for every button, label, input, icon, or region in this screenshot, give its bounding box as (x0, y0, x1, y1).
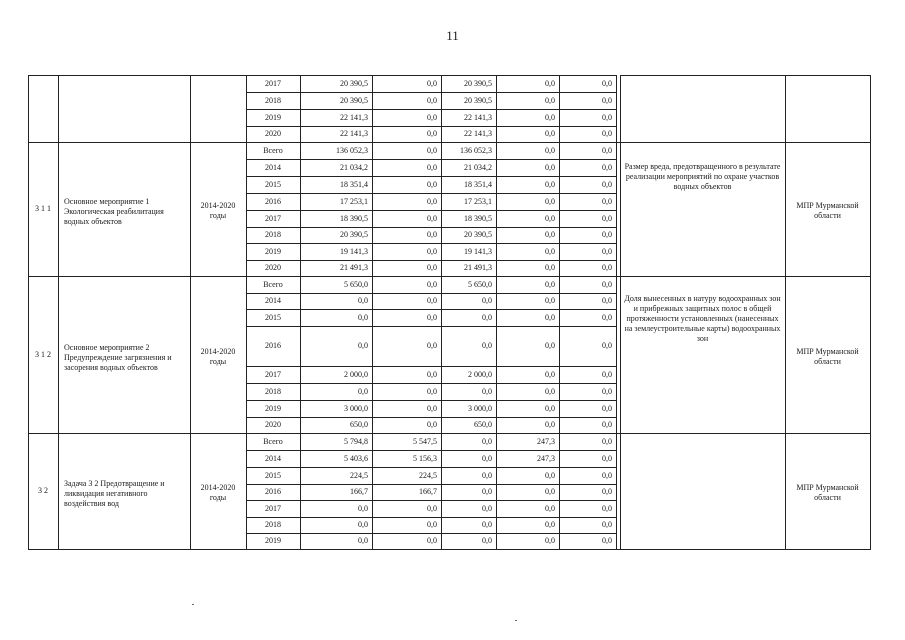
cell-other: 0,0 (602, 113, 612, 122)
cell-municipal: 0,0 (545, 370, 555, 379)
rule-v (785, 75, 786, 550)
rule-v (870, 75, 871, 550)
cell-regional: 22 141,3 (464, 113, 492, 122)
rule-v (441, 75, 442, 550)
cell-total: 0,0 (358, 520, 368, 529)
cell-regional: 17 253,1 (464, 197, 492, 206)
cell-regional: 20 390,5 (464, 96, 492, 105)
cell-federal: 0,0 (427, 536, 437, 545)
cell-other: 0,0 (602, 370, 612, 379)
cell-federal: 0,0 (427, 520, 437, 529)
rule-v (28, 75, 29, 550)
row-year: 2017 (265, 214, 281, 223)
cell-total: 2 000,0 (344, 370, 368, 379)
cell-federal: 0,0 (427, 370, 437, 379)
cell-municipal: 247,3 (537, 454, 555, 463)
rule-h (246, 517, 617, 518)
item-name: Основное мероприятие 2 Предупреждение загрязнения и засорения водных объектов (64, 342, 172, 372)
item-period: 2014-2020 годы (200, 201, 236, 220)
rule-h (246, 366, 617, 367)
cell-municipal: 0,0 (545, 197, 555, 206)
cell-regional: 0,0 (482, 387, 492, 396)
row-year: 2018 (265, 96, 281, 105)
rule-v (372, 75, 373, 550)
cell-regional: 20 390,5 (464, 230, 492, 239)
cell-total: 5 794,8 (344, 437, 368, 446)
cell-federal: 0,0 (427, 313, 437, 322)
cell-federal: 0,0 (427, 214, 437, 223)
rule-v (559, 75, 560, 550)
rule-h (246, 533, 617, 534)
rule-h (246, 260, 617, 261)
cell-municipal: 0,0 (545, 520, 555, 529)
rule-h (246, 417, 617, 418)
cell-total: 19 141,3 (340, 247, 368, 256)
cell-federal: 0,0 (427, 296, 437, 305)
rule-h (246, 227, 617, 228)
rule-h (28, 433, 871, 434)
cell-municipal: 0,0 (545, 79, 555, 88)
row-year: 2018 (265, 520, 281, 529)
cell-regional: 21 491,3 (464, 263, 492, 272)
cell-other: 0,0 (602, 79, 612, 88)
cell-municipal: 0,0 (545, 146, 555, 155)
row-year: 2015 (265, 471, 281, 480)
cell-total: 0,0 (358, 536, 368, 545)
cell-total: 0,0 (358, 313, 368, 322)
rule-v (246, 75, 247, 550)
cell-other: 0,0 (602, 437, 612, 446)
cell-other: 0,0 (602, 313, 612, 322)
row-year: 2014 (265, 163, 281, 172)
cell-municipal: 0,0 (545, 163, 555, 172)
cell-federal: 0,0 (427, 280, 437, 289)
cell-other: 0,0 (602, 214, 612, 223)
row-year: 2016 (265, 197, 281, 206)
executor: МПР Мурманской области (796, 201, 859, 220)
cell-other: 0,0 (602, 96, 612, 105)
cell-other: 0,0 (602, 280, 612, 289)
row-year: Всего (263, 280, 283, 289)
cell-total: 20 390,5 (340, 96, 368, 105)
rule-h (246, 383, 617, 384)
rule-h (246, 243, 617, 244)
cell-other: 0,0 (602, 420, 612, 429)
cell-federal: 0,0 (427, 387, 437, 396)
cell-municipal: 0,0 (545, 263, 555, 272)
cell-other: 0,0 (602, 129, 612, 138)
executor: МПР Мурманской области (796, 346, 859, 366)
cell-regional: 18 390,5 (464, 214, 492, 223)
cell-municipal: 0,0 (545, 387, 555, 396)
cell-federal: 0,0 (427, 504, 437, 513)
cell-other: 0,0 (602, 387, 612, 396)
rule-h (246, 450, 617, 451)
cell-regional: 0,0 (482, 471, 492, 480)
item-code: 3 1 1 (35, 204, 51, 213)
cell-other: 0,0 (602, 404, 612, 413)
cell-regional: 18 351,4 (464, 180, 492, 189)
cell-regional: 650,0 (474, 420, 492, 429)
cell-total: 650,0 (350, 420, 368, 429)
cell-regional: 21 034,2 (464, 163, 492, 172)
cell-municipal: 0,0 (545, 214, 555, 223)
cell-total: 22 141,3 (340, 113, 368, 122)
cell-regional: 3 000,0 (468, 404, 492, 413)
row-year: 2018 (265, 230, 281, 239)
cell-municipal: 0,0 (545, 313, 555, 322)
rule-v (496, 75, 497, 550)
row-year: 2020 (265, 420, 281, 429)
cell-federal: 0,0 (427, 146, 437, 155)
cell-other: 0,0 (602, 454, 612, 463)
cell-total: 18 390,5 (340, 214, 368, 223)
rule-h (246, 293, 617, 294)
row-year: 2014 (265, 296, 281, 305)
rule-h (246, 500, 617, 501)
cell-federal: 5 547,5 (413, 437, 437, 446)
cell-regional: 0,0 (482, 487, 492, 496)
row-year: 2017 (265, 79, 281, 88)
rule-v (300, 75, 301, 550)
row-year: 2019 (265, 404, 281, 413)
indicator-text: Доля вынесенных в натуру водоохранных зон и прибрежных защитных полос в общей протяженности установленных (нанесенных на землеустроительные карты) водоохранных зон (624, 294, 781, 343)
row-year: 2017 (265, 370, 281, 379)
rule-h (246, 159, 617, 160)
row-year: 2016 (265, 341, 281, 350)
cell-federal: 0,0 (427, 113, 437, 122)
scan-speck (192, 604, 194, 605)
cell-total: 166,7 (350, 487, 368, 496)
cell-municipal: 0,0 (545, 280, 555, 289)
cell-municipal: 0,0 (545, 180, 555, 189)
page-number: 11 (446, 28, 459, 43)
cell-other: 0,0 (602, 520, 612, 529)
cell-total: 18 351,4 (340, 180, 368, 189)
cell-other: 0,0 (602, 230, 612, 239)
cell-total: 0,0 (358, 341, 368, 350)
rule-h (620, 75, 871, 76)
rule-v (620, 75, 621, 550)
row-year: 2019 (265, 113, 281, 122)
cell-municipal: 0,0 (545, 230, 555, 239)
cell-total: 20 390,5 (340, 79, 368, 88)
cell-federal: 0,0 (427, 197, 437, 206)
item-code: 3 2 (38, 486, 48, 495)
rule-h (246, 176, 617, 177)
executor: МПР Мурманской области (796, 483, 859, 502)
budget-table (28, 75, 870, 555)
cell-municipal: 0,0 (545, 536, 555, 545)
cell-other: 0,0 (602, 536, 612, 545)
cell-federal: 0,0 (427, 404, 437, 413)
item-name: Задача 3 2 Предотвращение и ликвидация негативного воздействия вод (64, 479, 165, 508)
cell-federal: 0,0 (427, 129, 437, 138)
cell-regional: 0,0 (482, 341, 492, 350)
cell-regional: 0,0 (482, 520, 492, 529)
cell-total: 0,0 (358, 504, 368, 513)
cell-federal: 0,0 (427, 96, 437, 105)
cell-other: 0,0 (602, 247, 612, 256)
cell-regional: 0,0 (482, 454, 492, 463)
cell-federal: 0,0 (427, 341, 437, 350)
item-code: 3 1 2 (35, 349, 51, 359)
rule-h (246, 92, 617, 93)
rule-h (28, 276, 871, 277)
cell-total: 136 052,3 (336, 146, 368, 155)
cell-municipal: 0,0 (545, 113, 555, 122)
cell-municipal: 247,3 (537, 437, 555, 446)
cell-regional: 0,0 (482, 437, 492, 446)
cell-municipal: 0,0 (545, 96, 555, 105)
item-name: Основное мероприятие 1 Экологическая реабилитация водных объектов (64, 197, 164, 226)
cell-total: 22 141,3 (340, 129, 368, 138)
cell-regional: 0,0 (482, 313, 492, 322)
cell-municipal: 0,0 (545, 487, 555, 496)
rule-h (28, 142, 871, 143)
cell-other: 0,0 (602, 504, 612, 513)
cell-federal: 0,0 (427, 163, 437, 172)
cell-municipal: 0,0 (545, 247, 555, 256)
cell-municipal: 0,0 (545, 129, 555, 138)
row-year: 2020 (265, 129, 281, 138)
cell-total: 20 390,5 (340, 230, 368, 239)
cell-regional: 22 141,3 (464, 129, 492, 138)
cell-other: 0,0 (602, 263, 612, 272)
row-year: 2018 (265, 387, 281, 396)
row-year: 2019 (265, 247, 281, 256)
cell-other: 0,0 (602, 163, 612, 172)
rule-h (246, 75, 617, 76)
cell-regional: 0,0 (482, 504, 492, 513)
row-year: Всего (263, 146, 283, 155)
cell-federal: 0,0 (427, 420, 437, 429)
cell-total: 3 000,0 (344, 404, 368, 413)
cell-total: 0,0 (358, 387, 368, 396)
cell-federal: 0,0 (427, 79, 437, 88)
cell-other: 0,0 (602, 341, 612, 350)
indicator-text: Размер вреда, предотвращенного в результате реализации мероприятий по охране участков водных объектов (624, 162, 781, 191)
row-year: 2019 (265, 536, 281, 545)
rule-h (28, 549, 871, 550)
row-year: 2015 (265, 313, 281, 322)
cell-total: 5 403,6 (344, 454, 368, 463)
cell-municipal: 0,0 (545, 420, 555, 429)
row-year: 2020 (265, 263, 281, 272)
cell-total: 0,0 (358, 296, 368, 305)
cell-federal: 0,0 (427, 263, 437, 272)
rule-v (190, 75, 191, 550)
cell-municipal: 0,0 (545, 504, 555, 513)
cell-other: 0,0 (602, 180, 612, 189)
rule-h (246, 309, 617, 310)
cell-municipal: 0,0 (545, 341, 555, 350)
cell-total: 17 253,1 (340, 197, 368, 206)
rule-v (58, 75, 59, 550)
rule-h (246, 210, 617, 211)
rule-h (28, 75, 247, 76)
scan-speck (515, 620, 517, 621)
row-year: 2016 (265, 487, 281, 496)
cell-total: 5 650,0 (344, 280, 368, 289)
rule-v (616, 75, 617, 550)
item-period: 2014-2020 годы (200, 483, 236, 502)
row-year: Всего (263, 437, 283, 446)
cell-regional: 19 141,3 (464, 247, 492, 256)
cell-total: 224,5 (350, 471, 368, 480)
rule-h (246, 109, 617, 110)
cell-other: 0,0 (602, 146, 612, 155)
cell-regional: 0,0 (482, 536, 492, 545)
row-year: 2015 (265, 180, 281, 189)
cell-regional: 20 390,5 (464, 79, 492, 88)
cell-federal: 224,5 (419, 471, 437, 480)
rule-h (246, 326, 617, 327)
cell-municipal: 0,0 (545, 471, 555, 480)
rule-h (246, 126, 617, 127)
cell-regional: 136 052,3 (460, 146, 492, 155)
cell-federal: 166,7 (419, 487, 437, 496)
cell-federal: 0,0 (427, 180, 437, 189)
cell-regional: 5 650,0 (468, 280, 492, 289)
cell-federal: 0,0 (427, 247, 437, 256)
row-year: 2017 (265, 504, 281, 513)
rule-h (246, 193, 617, 194)
cell-other: 0,0 (602, 296, 612, 305)
cell-municipal: 0,0 (545, 296, 555, 305)
cell-federal: 0,0 (427, 230, 437, 239)
rule-h (246, 467, 617, 468)
cell-total: 21 491,3 (340, 263, 368, 272)
row-year: 2014 (265, 454, 281, 463)
item-period: 2014-2020 годы (200, 346, 236, 366)
cell-other: 0,0 (602, 487, 612, 496)
cell-other: 0,0 (602, 471, 612, 480)
cell-regional: 2 000,0 (468, 370, 492, 379)
cell-other: 0,0 (602, 197, 612, 206)
cell-federal: 5 156,3 (413, 454, 437, 463)
cell-regional: 0,0 (482, 296, 492, 305)
rule-h (246, 484, 617, 485)
rule-h (246, 400, 617, 401)
cell-total: 21 034,2 (340, 163, 368, 172)
cell-municipal: 0,0 (545, 404, 555, 413)
